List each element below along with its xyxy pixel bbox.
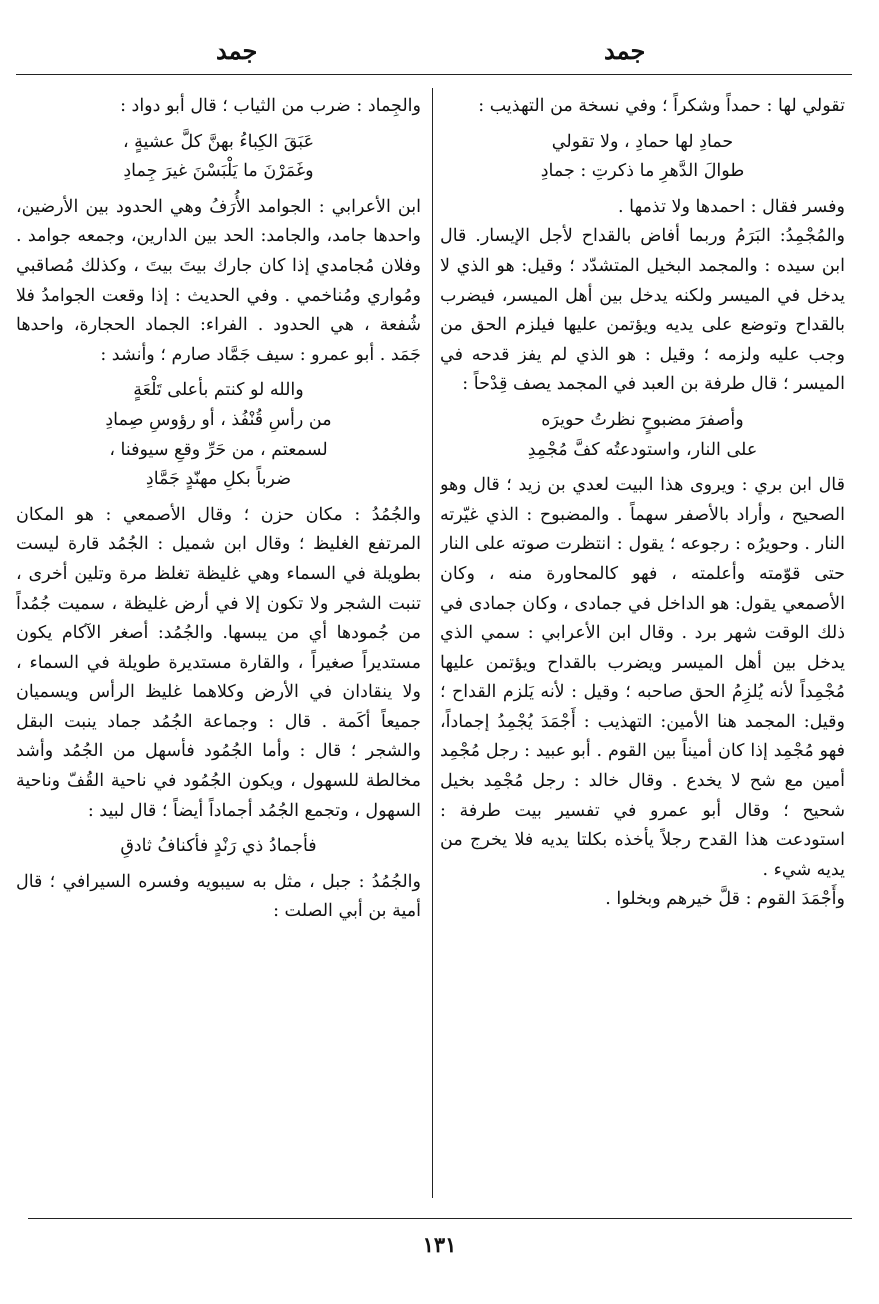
paragraph: والجِماد : ضرب من الثياب ؛ قال أبو دواد : — [120, 96, 421, 116]
header-word-right: جمد — [604, 36, 646, 65]
paragraph: تقولي لها : حمداً وشكراً ؛ وفي نسخة من التهذيب : — [478, 96, 845, 116]
paragraph: ابن الأعرابي : الجوامد الأُرَفُ وهي الحدود بين الأرضين، واحدها جامد، والجامد: الحد بين الدارين، وجمعه جوامد . وفلان مُجامدي إذا كان جارك بيتَ بيتَ ، وكذلك مُصاقبي ومُواري ومُناخمي . وفي الحديث : إذا وقعت الجوامدُ فلا شُفعة ، هي الحدود . الفراء: الجماد الحجارة، واحدها جَمَد . أبو عمرو : سيف جَمَّاد صارم ؛ وأنشد : — [16, 196, 421, 365]
verse-line: على النار، واستودعتُه كفَّ مُجْمِدِ — [527, 439, 758, 460]
verse-line: طوالَ الدَّهرِ ما ذكرتِ : جمادِ — [540, 161, 745, 182]
paragraph: وفسر فقال : احمدها ولا تذمها . — [618, 196, 845, 217]
verse-line: عَبَقَ الكِباءُ بهنَّ كلَّ عشيةٍ ، — [122, 131, 315, 152]
page-number: ١٣١ — [422, 1232, 457, 1257]
left-column — [16, 92, 421, 1202]
verse — [16, 376, 421, 494]
verse-line: فأجمادُ ذي رَنْدٍ فأكنافُ ثادقِ — [120, 836, 317, 857]
verse-line: وغَمَرْنَ ما يَلْبَسْنَ غيرَ جِمادِ — [123, 161, 314, 182]
paragraph: وأَجْمَدَ القوم : قلَّ خيرهم وبخلوا . — [605, 889, 845, 910]
verse — [16, 128, 421, 187]
right-column — [440, 92, 845, 1202]
verse — [440, 128, 845, 187]
verse-line: لسمعتم ، من حَرِّ وقعِ سيوفنا ، — [109, 439, 328, 460]
paragraph: والجُمُدُ : مكان حزن ؛ وقال الأصمعي : هو المكان المرتفع الغليظ ؛ وقال ابن شميل : الجُمُد قارة ليست بطويلة في السماء وهي غليظة تغلظ مرة وتلين أخرى ، تنبت الشجر ولا تكون إلا في أرض غليظة ، سميت جُمُداً من جُمودها أي من يبسها. والجُمُد: أصغر الآكام يكون مستديراً صغيراً ، والقارة مستديرة طويلة في السماء ، ولا ينقادان في الأرض وكلاهما غليظ الرأس ويسميان جميعاً أكَمة . قال : وجماعة الجُمُد جماد ينبت البقل والشجر ؛ قال : وأما الجُمُود فأسهل من الجُمُد وأشد مخالطة للسهول ، ويكون الجُمُود في ناحية القُفّ وناحية السهول ، وتجمع الجُمُد أجماداً أيضاً ؛ قال لبيد : — [16, 504, 421, 821]
footer-rule — [28, 1218, 852, 1219]
header-rule — [16, 74, 852, 75]
verse — [16, 832, 421, 862]
verse — [440, 406, 845, 465]
column-divider — [432, 88, 433, 1198]
verse-line: ضرباً بكلِ مهنّدٍ جَمَّادِ — [145, 469, 292, 490]
verse-line: وأصفرَ مضبوحٍ نظرتُ حويرَه — [541, 409, 744, 430]
verse-line: والله لو كنتم بأعلى تَلْعَةٍ — [133, 380, 304, 401]
paragraph: والمُجْمِدُ: البَرَمُ وربما أفاض بالقداح لأجل الإيسار. قال ابن سيده : والمجمد البخيل المتشدّد ؛ وقيل: هو الذي لا يدخل في الميسر ولكنه يدخل بين أهل الميسر، فيضرب بالقداح وتوضع على يديه ويؤتمن عليها فيلزم الحق من وجب عليه ولزمه ؛ وقيل : هو الذي لم يفز قدحه في الميسر ؛ قال طرفة بن العبد في المجمد يصف قِدْحاً : — [440, 226, 845, 395]
header-word-left: جمد — [216, 36, 258, 65]
verse-line: من رأسِ قُنْفُذ ، أو رؤوسِ صِمادِ — [105, 409, 332, 430]
paragraph: قال ابن بري : ويروى هذا البيت لعدي بن زيد ؛ قال وهو الصحيح ، وأراد بالأصفر سهماً . والمضبوح : الذي غيّرته النار . وحويرُه : رجوعه ؛ يقول : انتظرت صوته على النار حتى قوّمته وأعلمته ، فهو كالمحاورة منه ، وكان الأصمعي يقول: هو الداخل في جمادى ، وكان جمادى في ذلك الوقت شهر برد . وقال ابن الأعرابي : سمي الذي يدخل بين أهل الميسر ويضرب بالقداح ويؤتمن عليها مُجْمِداً لأنه يُلزِمُ الحق صاحبه ؛ وقيل : لأنه يَلزم القداح ؛ وقيل: المجمد هنا الأمين: التهذيب : أَجْمَدَ يُجْمِدُ إجماداً، فهو مُجْمِد إذا كان أميناً بين القوم . أبو عبيد : رجل مُجْمِد أمين مع شح لا يخدع . وقال خالد : رجل مُجْمِد بخيل شحيح ؛ وقال أبو عمرو في تفسير بيت طرفة : استودعت هذا القدح رجلاً يأخذه بكلتا يديه فلا يخرج من يديه شيء . — [440, 475, 845, 880]
paragraph: والجُمُدُ : جبل ، مثل به سيبويه وفسره السيرافي ؛ قال أمية بن أبي الصلت : — [16, 871, 421, 922]
verse-line: حمادِ لها حمادِ ، ولا تقولي — [551, 131, 734, 152]
